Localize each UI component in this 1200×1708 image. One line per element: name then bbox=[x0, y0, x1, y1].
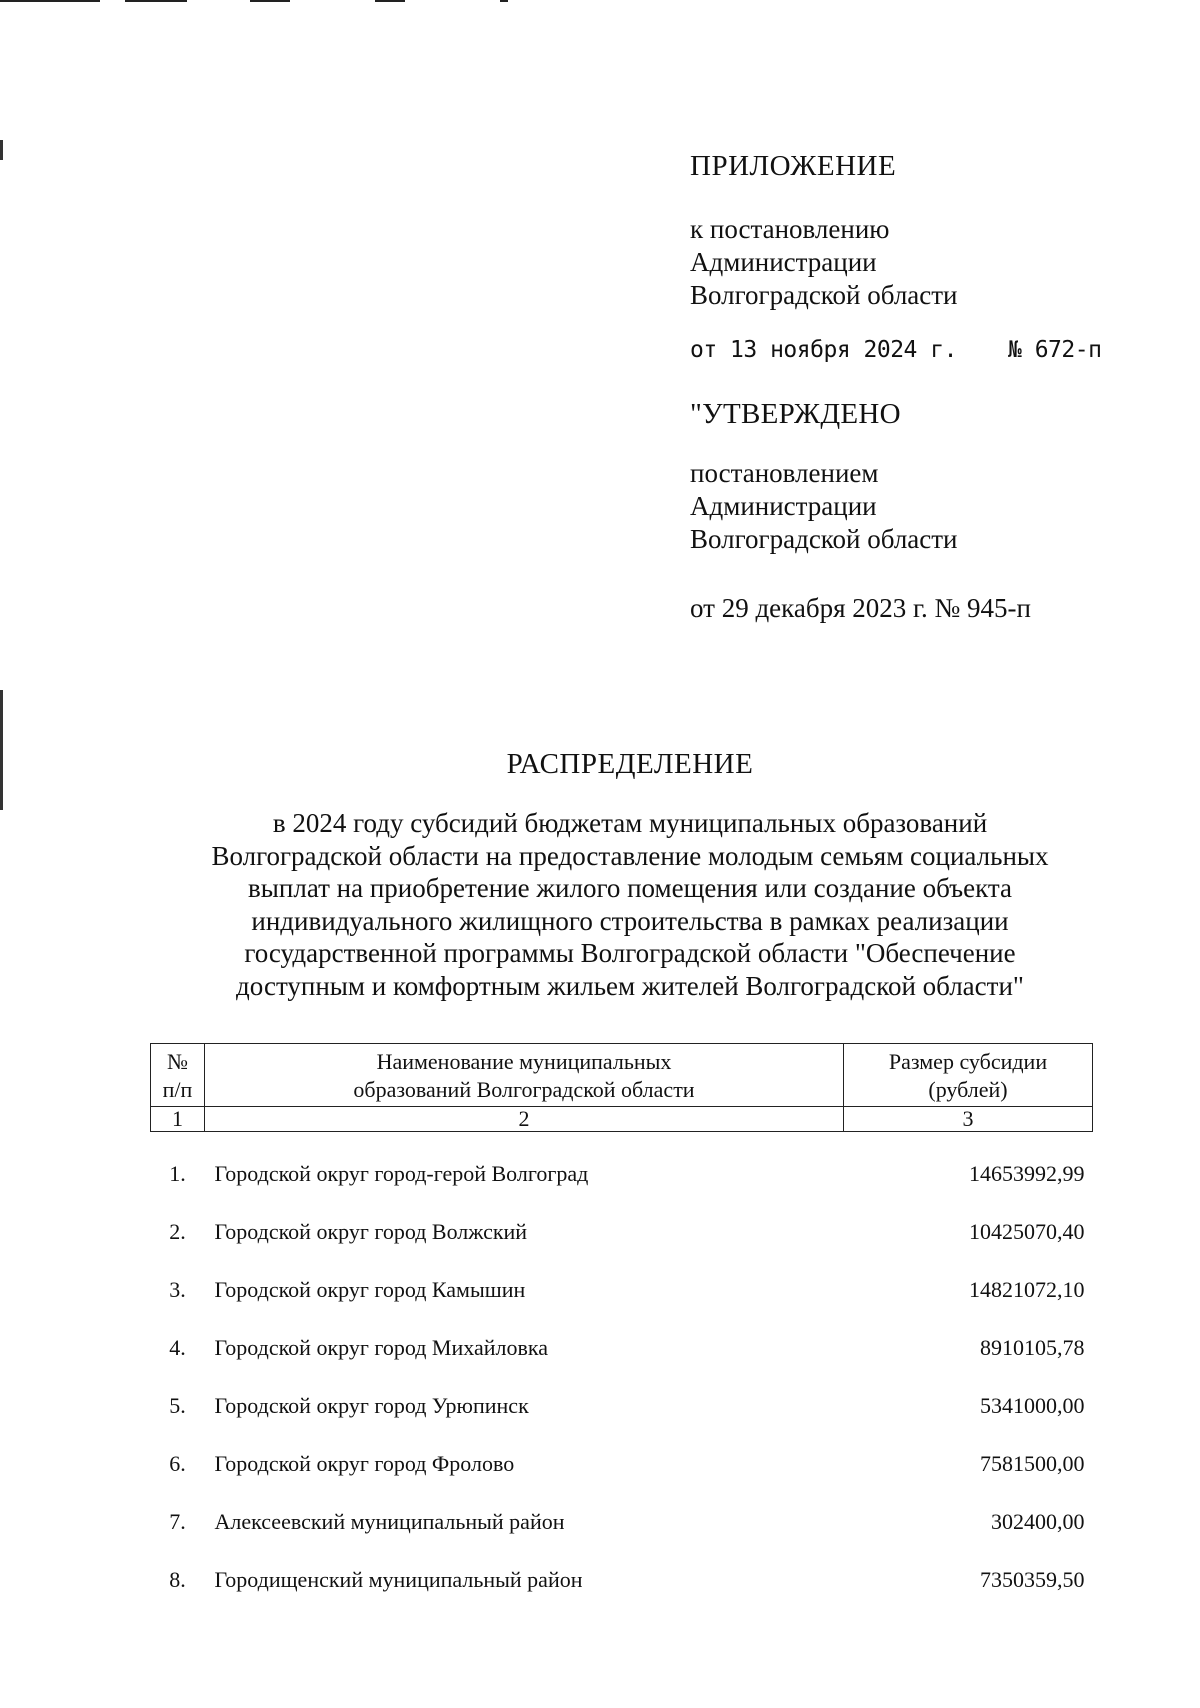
row-number: 3. bbox=[169, 1277, 186, 1302]
row-number: 7. bbox=[169, 1509, 186, 1534]
subtitle-line: доступным и комфортным жильем жителей Волгоградской области" bbox=[236, 970, 1024, 1001]
row-name: Городской округ город Урюпинск bbox=[214, 1393, 529, 1418]
row-amount: 5341000,00 bbox=[980, 1393, 1085, 1418]
row-name: Городской округ город Волжский bbox=[214, 1219, 528, 1244]
table-row bbox=[151, 1203, 1093, 1261]
row-name: Алексеевский муниципальный район bbox=[214, 1509, 565, 1534]
table-row bbox=[151, 1493, 1093, 1551]
row-amount: 10425070,40 bbox=[969, 1219, 1085, 1244]
table-row bbox=[151, 1132, 1093, 1204]
row-number: 4. bbox=[169, 1335, 186, 1360]
row-amount: 7581500,00 bbox=[980, 1451, 1085, 1476]
appendix-to-line: Волгоградской области bbox=[690, 280, 958, 310]
index-cell: 2 bbox=[205, 1107, 844, 1132]
approved-line: постановлением bbox=[690, 458, 879, 488]
table-row bbox=[151, 1551, 1093, 1609]
approved-line: Волгоградской области bbox=[690, 524, 958, 554]
row-name: Городской округ город-герой Волгоград bbox=[214, 1161, 589, 1186]
table-row bbox=[151, 1319, 1093, 1377]
appendix-number: № 672-п bbox=[1008, 337, 1102, 363]
row-amount: 7350359,50 bbox=[980, 1567, 1085, 1592]
row-amount: 302400,00 bbox=[991, 1509, 1085, 1534]
table-row bbox=[151, 1435, 1093, 1493]
document-subtitle bbox=[0, 807, 1200, 1002]
appendix-date: от 13 ноября 2024 г. bbox=[690, 337, 957, 363]
header-amount-line1: Размер субсидии bbox=[888, 1049, 1048, 1074]
scan-edge-mark bbox=[0, 140, 3, 160]
row-number: 6. bbox=[169, 1451, 186, 1476]
subtitle-line: Волгоградской области на предоставление молодым семьям социальных bbox=[211, 840, 1049, 871]
table-header-row bbox=[151, 1044, 1093, 1107]
index-cell: 1 bbox=[151, 1107, 205, 1132]
row-name: Городищенский муниципальный район bbox=[214, 1567, 583, 1592]
appendix-to-line: Администрации bbox=[690, 247, 877, 277]
approved-line: Администрации bbox=[690, 491, 877, 521]
header-number bbox=[151, 1044, 205, 1107]
table-row bbox=[151, 1261, 1093, 1319]
row-amount: 14821072,10 bbox=[969, 1277, 1085, 1302]
approved-block bbox=[690, 457, 1120, 556]
subtitle-line: в 2024 году субсидий бюджетам муниципальных образований bbox=[272, 808, 988, 838]
row-amount: 14653992,99 bbox=[969, 1161, 1085, 1186]
scan-artifacts-top bbox=[0, 0, 1200, 8]
header-amount bbox=[844, 1044, 1093, 1107]
header-number-line1: № bbox=[167, 1049, 188, 1074]
header-name bbox=[205, 1044, 844, 1107]
header-amount-line2: (рублей) bbox=[928, 1077, 1008, 1102]
row-number: 8. bbox=[169, 1567, 186, 1592]
row-name: Городской округ город Камышин bbox=[214, 1277, 526, 1302]
appendix-date-row bbox=[690, 334, 1120, 370]
subtitle-line: индивидуального жилищного строительства в рамках реализации bbox=[251, 905, 1009, 936]
row-name: Городской округ город Михайловка bbox=[214, 1335, 548, 1360]
appendix-to-block bbox=[690, 213, 1120, 312]
row-name: Городской округ город Фролово bbox=[214, 1451, 515, 1476]
table-index-row bbox=[151, 1107, 1093, 1132]
table-row bbox=[151, 1377, 1093, 1435]
header-name-line2: образований Волгоградской области bbox=[353, 1077, 695, 1102]
approved-title: "УТВЕРЖДЕНО bbox=[690, 398, 901, 430]
row-amount: 8910105,78 bbox=[980, 1335, 1085, 1360]
approved-date: от 29 декабря 2023 г. № 945-п bbox=[690, 593, 1031, 623]
header-number-line2: п/п bbox=[162, 1077, 193, 1102]
distribution-table bbox=[150, 1043, 1093, 1609]
header-name-line1: Наименование муниципальных bbox=[376, 1049, 672, 1074]
row-number: 5. bbox=[169, 1393, 186, 1418]
index-cell: 3 bbox=[844, 1107, 1093, 1132]
row-number: 1. bbox=[169, 1161, 186, 1186]
subtitle-line: выплат на приобретение жилого помещения или создание объекта bbox=[248, 873, 1012, 903]
document-title: РАСПРЕДЕЛЕНИЕ bbox=[506, 748, 754, 780]
row-number: 2. bbox=[169, 1219, 186, 1244]
subtitle-line: государственной программы Волгоградской области "Обеспечение bbox=[244, 938, 1016, 968]
appendix-heading: ПРИЛОЖЕНИЕ bbox=[690, 150, 897, 182]
document-title-block bbox=[0, 748, 1200, 1002]
appendix-to-line: к постановлению bbox=[690, 214, 890, 244]
appendix-block bbox=[690, 150, 1120, 625]
